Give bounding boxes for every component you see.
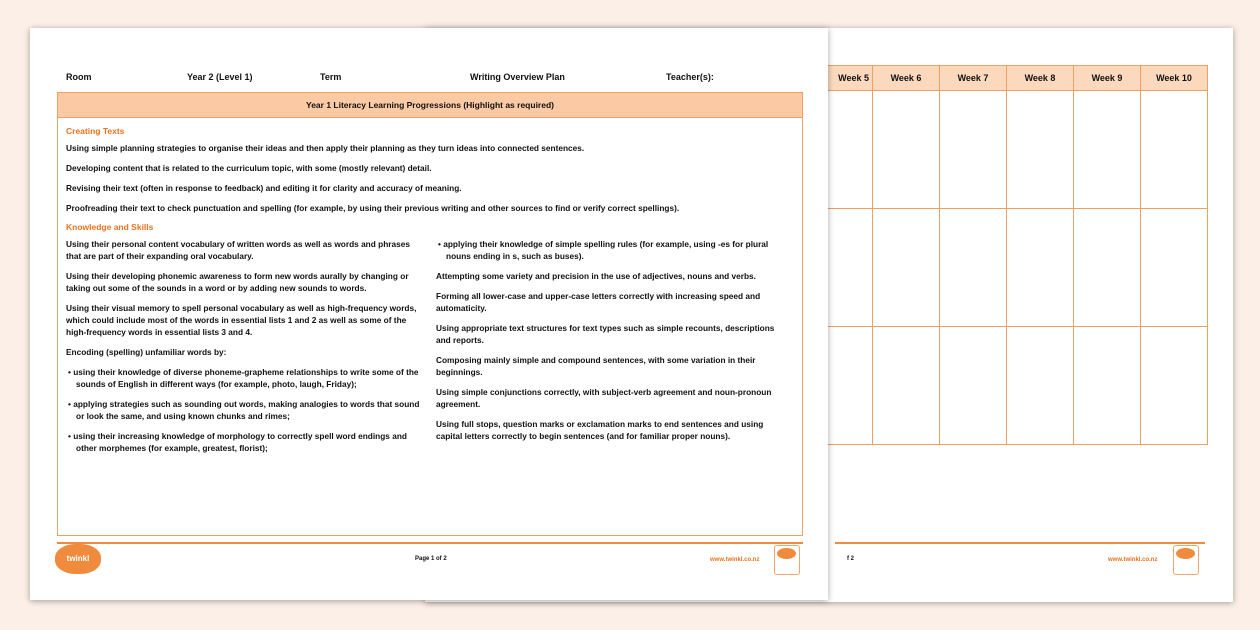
plan-cell[interactable]	[940, 209, 1007, 327]
bullet-item: • applying their knowledge of simple spelling rules (for example, using -es for plural nouns ending in s, such as buses).	[438, 239, 769, 261]
plan-cell[interactable]	[873, 209, 940, 327]
progression-item: Using their developing phonemic awareness to form new words aurally by changing or taking out some of the sounds in a word or by adding new sounds to words.	[66, 271, 409, 293]
plan-cell[interactable]	[1074, 209, 1141, 327]
teachers-label: Teacher(s):	[666, 72, 714, 82]
week-header: Week 9	[1074, 66, 1141, 91]
plan-cell[interactable]	[873, 327, 940, 445]
twinkl-logo: twinkl	[55, 544, 101, 574]
plan-cell[interactable]	[940, 91, 1007, 209]
progression-item: Forming all lower-case and upper-case letters correctly with increasing speed and automaticity.	[436, 291, 761, 313]
plan-cell[interactable]	[1141, 327, 1208, 445]
progression-item: Using simple conjunctions correctly, with subject-verb agreement and noun-pronoun agreement.	[436, 387, 772, 409]
progression-item: Using simple planning strategies to organise their ideas and then apply their planning as they turn ideas into connected sentences.	[66, 143, 585, 153]
plan-cell[interactable]	[1141, 209, 1208, 327]
bullet-item: • using their increasing knowledge of morphology to correctly spell word endings and other morphemes (for example, greatest, florist);	[68, 431, 407, 453]
progressions-box	[57, 92, 803, 536]
progression-item: Attempting some variety and precision in the use of adjectives, nouns and verbs.	[436, 271, 756, 281]
badge-icon	[774, 545, 800, 575]
progression-item: Developing content that is related to the curriculum topic, with some (mostly relevant) detail.	[66, 163, 432, 173]
plan-cell[interactable]	[873, 91, 940, 209]
plan-title: Writing Overview Plan	[470, 72, 565, 82]
progression-item: Revising their text (often in response to feedback) and editing it for clarity and accuracy of meaning.	[66, 183, 462, 193]
week-header: Week 5	[806, 66, 873, 91]
badge-icon	[1173, 545, 1199, 575]
year-label: Year 2 (Level 1)	[187, 72, 253, 82]
week-header: Week 8	[1007, 66, 1074, 91]
room-label: Room	[66, 72, 92, 82]
banner: Year 1 Literacy Learning Progressions (Highlight as required)	[58, 93, 802, 118]
week-header: Week 10	[1141, 66, 1208, 91]
progression-item: Composing mainly simple and compound sentences, with some variation in their beginnings.	[436, 355, 756, 377]
page-number: Page 1 of 2	[415, 556, 447, 562]
term-label: Term	[320, 72, 342, 82]
plan-cell[interactable]	[1007, 327, 1074, 445]
footer-line	[57, 542, 803, 544]
week-header: Week 7	[940, 66, 1007, 91]
progression-item: Using their visual memory to spell personal vocabulary as well as high-frequency words, which could include most of the words in essential lists 1 and 2 as well as some of the high-frequency words in essential lists 3 and 4.	[66, 303, 417, 337]
plan-cell[interactable]	[1074, 91, 1141, 209]
plan-cell[interactable]	[1141, 91, 1208, 209]
week-header: Week 6	[873, 66, 940, 91]
progression-item: Using appropriate text structures for text types such as simple recounts, descriptions and reports.	[436, 323, 775, 345]
plan-cell[interactable]	[1007, 91, 1074, 209]
bullet-item: • applying strategies such as sounding out words, making analogies to words that sound or look the same, and using known chunks and rimes;	[68, 399, 420, 421]
creating-texts-heading: Creating Texts	[66, 126, 125, 136]
knowledge-heading: Knowledge and Skills	[66, 222, 154, 232]
progression-item: Encoding (spelling) unfamiliar words by:	[66, 347, 227, 357]
progression-item: Using full stops, question marks or exclamation marks to end sentences and using capital letters correctly to begin sentences (and for familiar proper nouns).	[436, 419, 764, 441]
footer-url: www.twinkl.co.nz	[710, 557, 760, 563]
plan-cell[interactable]	[1007, 209, 1074, 327]
bullet-item: • using their knowledge of diverse phoneme-grapheme relationships to write some of the sounds of English in different ways (for example, photo, laugh, Friday);	[68, 367, 419, 389]
page-number: f 2	[847, 556, 855, 562]
plan-cell[interactable]	[1074, 327, 1141, 445]
progression-item: Proofreading their text to check punctuation and spelling (for example, by using their previous writing and other sources to find or verify correct spellings).	[66, 203, 680, 213]
progression-item: Using their personal content vocabulary of written words as well as words and phrases that are part of their expanding oral vocabulary.	[66, 239, 410, 261]
footer-line	[835, 542, 1205, 544]
plan-cell[interactable]	[940, 327, 1007, 445]
front-page	[30, 28, 828, 600]
footer-url: www.twinkl.co.nz	[1108, 557, 1158, 563]
weeks-table	[805, 65, 1208, 445]
